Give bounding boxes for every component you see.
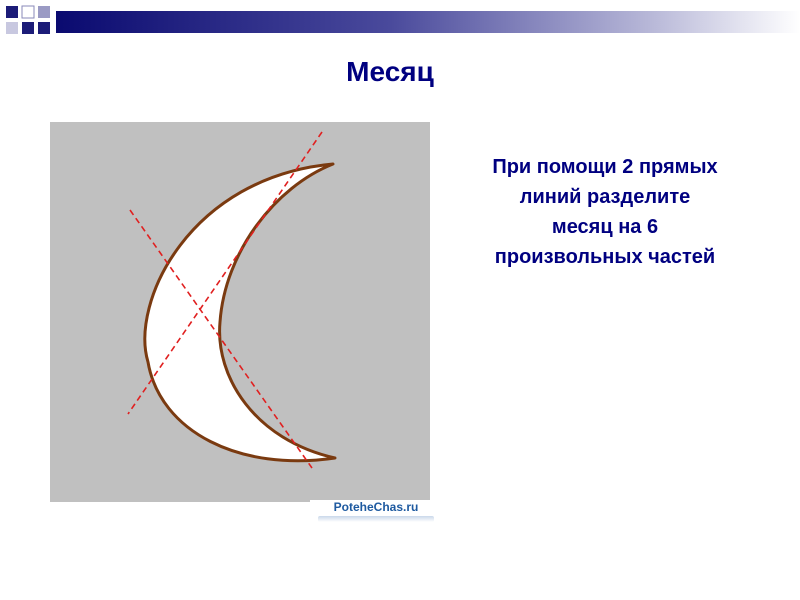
watermark-reflection <box>318 516 434 522</box>
crescent-moon-icon <box>50 122 430 502</box>
crescent-shape <box>145 164 335 461</box>
task-instruction <box>445 152 765 272</box>
task-line-3: месяц на 6 <box>551 216 659 238</box>
header-decoration <box>0 0 800 48</box>
task-line-4: произвольных частей <box>494 246 716 268</box>
task-line-1: При помощи 2 прямых <box>492 156 718 178</box>
crescent-picture <box>50 122 430 502</box>
task-line-2: линий разделите <box>519 186 691 208</box>
watermark-text: PoteheChas.ru <box>333 500 419 514</box>
watermark <box>310 500 442 526</box>
slide-title: Месяц <box>346 56 434 87</box>
header-band <box>56 11 800 33</box>
header-squares-icon <box>6 6 50 34</box>
